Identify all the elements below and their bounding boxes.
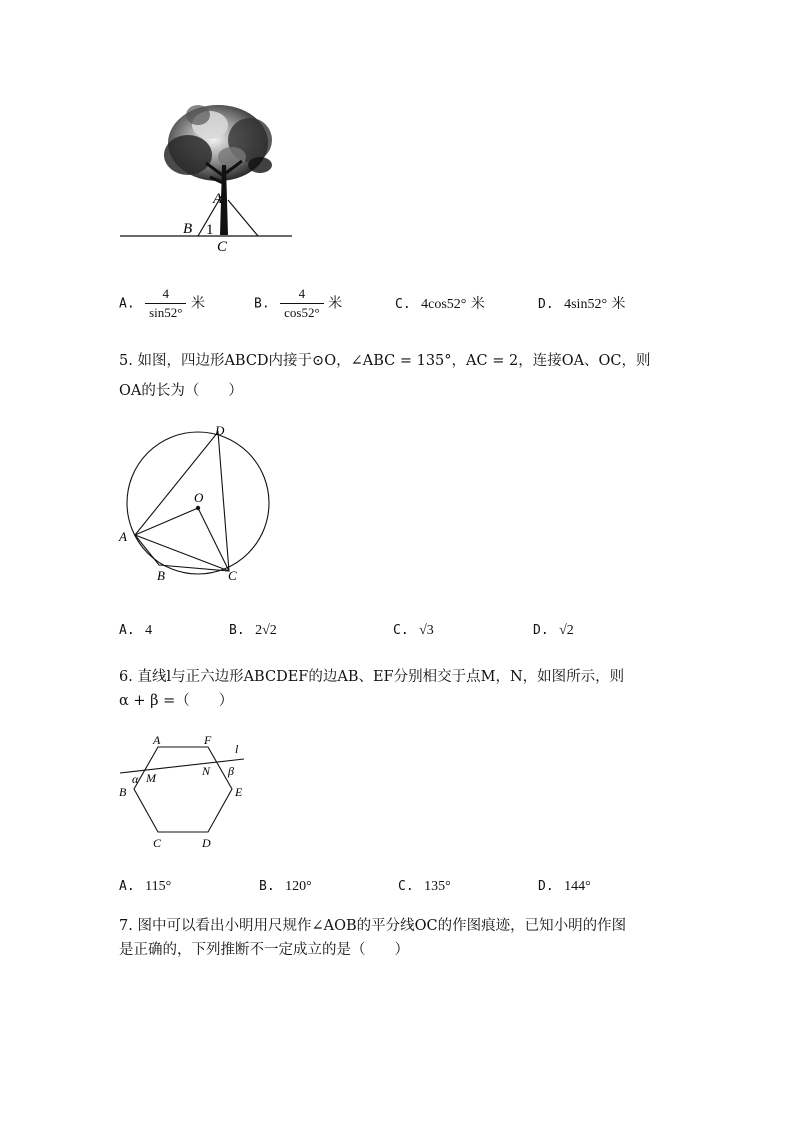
- q5-option-d[interactable]: D. √2: [533, 623, 574, 638]
- fraction-denominator: cos52°: [280, 303, 324, 321]
- center-point: [196, 506, 200, 510]
- point-C-label: C: [228, 568, 237, 583]
- point-B-label: B: [183, 221, 193, 237]
- point-D-label: D: [215, 423, 225, 438]
- point-C-label: C: [153, 836, 162, 850]
- point-N-label: N: [202, 764, 211, 778]
- fraction-denominator: sin52°: [145, 303, 186, 321]
- point-A-label: A: [213, 191, 223, 207]
- q4-option-d[interactable]: D. 4sin52° 米: [538, 296, 626, 312]
- circle-quadrilateral-figure: [112, 420, 282, 590]
- q6-stem-line1: 6. 直线l与正六边形ABCDEF的边AB、EF分别相交于点M，N，如图所示，则: [119, 669, 625, 685]
- point-A-label: A: [153, 733, 161, 747]
- q7-stem-line2: 是正确的，下列推断不一定成立的是（ ）: [119, 942, 409, 958]
- tree-crown: [164, 105, 272, 181]
- hexagon-figure: [112, 728, 262, 853]
- angle-beta-label: β: [228, 764, 234, 778]
- q6-stem-line2: α + β =（ ）: [119, 693, 234, 709]
- point-D-label: D: [202, 836, 211, 850]
- q6-option-d[interactable]: D. 144°: [538, 879, 591, 894]
- q6-option-c[interactable]: C. 135°: [398, 879, 451, 894]
- q7-stem-line1: 7. 图中可以看出小明用尺规作∠AOB的平分线OC的作图痕迹，已知小明的作图: [119, 918, 627, 934]
- q5-stem-line1: 5. 如图，四边形ABCD内接于⊙O，∠ABC = 135°，AC = 2，连接OA、OC，则: [119, 353, 651, 369]
- q5-option-a[interactable]: A. 4: [119, 623, 153, 638]
- point-E-label: E: [235, 785, 243, 799]
- tree-figure: [110, 95, 310, 260]
- point-B-label: B: [119, 785, 127, 799]
- quadrilateral-ABCD: [135, 432, 229, 571]
- hexagon-ABCDEF: [134, 747, 232, 832]
- line-l: [120, 759, 244, 773]
- angle-alpha-label: α: [132, 772, 139, 786]
- rope-right: [228, 200, 258, 236]
- point-C-label: C: [217, 239, 228, 255]
- q5-stem-line2: OA的长为（ ）: [119, 383, 243, 399]
- q5-option-b[interactable]: B. 2√2: [229, 623, 277, 638]
- q4-option-c[interactable]: C. 4cos52° 米: [395, 296, 485, 312]
- point-O-label: O: [194, 490, 204, 505]
- q4-option-a[interactable]: A. $\frac{4}{\sin 52^\circ}$ 米: [119, 286, 205, 320]
- q5-option-c[interactable]: C. √3: [393, 623, 434, 638]
- q6-option-b[interactable]: B. 120°: [259, 879, 312, 894]
- line-l-label: l: [235, 742, 239, 756]
- segment-OA: [135, 508, 198, 535]
- point-B-label: B: [157, 568, 165, 583]
- point-M-label: M: [146, 771, 156, 785]
- fraction-numerator: 4: [298, 286, 306, 301]
- angle-1-label: 1: [206, 222, 214, 238]
- fraction-numerator: 4: [162, 286, 170, 301]
- q6-option-a[interactable]: A. 115°: [119, 879, 172, 894]
- point-A-label: A: [119, 529, 127, 544]
- point-F-label: F: [204, 733, 212, 747]
- q4-option-b[interactable]: B. $\frac{4}{\cos 52^\circ}$ 米: [254, 286, 343, 320]
